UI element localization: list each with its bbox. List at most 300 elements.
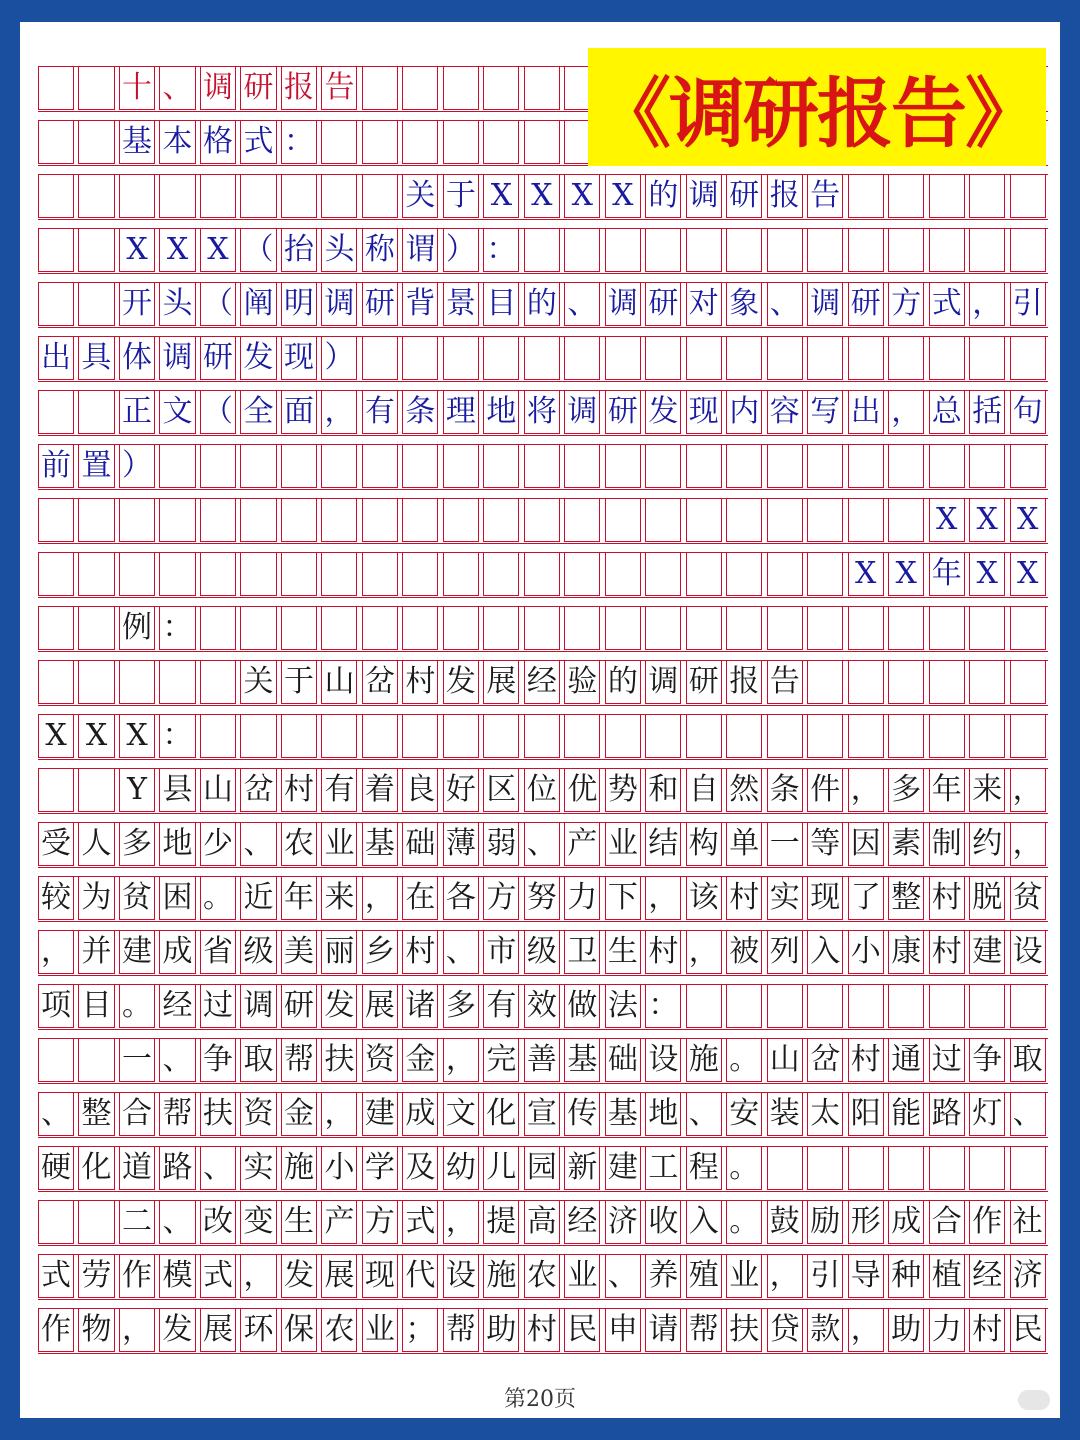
grid-row [38, 714, 1050, 768]
grid-cell: 做 [564, 984, 600, 1028]
grid-cell [281, 444, 317, 488]
grid-cell [1010, 660, 1046, 704]
grid-cell: ： [483, 228, 519, 272]
grid-row [38, 1092, 1050, 1146]
grid-cell [767, 444, 803, 488]
grid-cell: X [929, 498, 965, 542]
grid-cell: 展 [483, 660, 519, 704]
grid-cell: 经 [969, 1254, 1005, 1298]
grid-cell [848, 1146, 884, 1190]
grid-cell: X [119, 228, 155, 272]
grid-cell [362, 714, 398, 758]
grid-cell: 然 [726, 768, 762, 812]
grid-cell: 区 [483, 768, 519, 812]
grid-cell: 结 [645, 822, 681, 866]
grid-cell: X [200, 228, 236, 272]
grid-cell: 现 [807, 876, 843, 920]
grid-row [38, 336, 1050, 390]
grid-cell: 化 [78, 1146, 114, 1190]
grid-cell [564, 336, 600, 380]
grid-cell: ） [119, 444, 155, 488]
grid-cell: 路 [929, 1092, 965, 1136]
grid-cell [767, 606, 803, 650]
grid-cell: 省 [200, 930, 236, 974]
grid-cell: ， [240, 1254, 276, 1298]
grid-cell: 善 [524, 1038, 560, 1082]
grid-cell: 扶 [321, 1038, 357, 1082]
grid-cell: ， [443, 1200, 479, 1244]
grid-cell: 作 [38, 1308, 74, 1352]
grid-cell: 金 [402, 1038, 438, 1082]
grid-cell: 园 [524, 1146, 560, 1190]
grid-cell: 帮 [686, 1308, 722, 1352]
grid-cell: 经 [159, 984, 195, 1028]
grid-cell: ， [969, 282, 1005, 326]
grid-cell [929, 714, 965, 758]
grid-cell [200, 174, 236, 218]
grid-cell: 阳 [848, 1092, 884, 1136]
grid-cell [483, 714, 519, 758]
grid-cell: 本 [159, 120, 195, 164]
grid-cell [686, 606, 722, 650]
grid-cell: 县 [159, 768, 195, 812]
grid-cell [402, 336, 438, 380]
grid-cell: 、 [1010, 1092, 1046, 1136]
grid-cell [78, 390, 114, 434]
grid-cell [807, 552, 843, 596]
grid-cell: 具 [78, 336, 114, 380]
grid-cell: 取 [240, 1038, 276, 1082]
grid-cell: 十 [119, 66, 155, 110]
grid-cell: ， [362, 876, 398, 920]
grid-cell [240, 498, 276, 542]
grid-cell: ， [645, 876, 681, 920]
grid-cell [321, 498, 357, 542]
grid-cell: 研 [605, 390, 641, 434]
grid-cell: 势 [605, 768, 641, 812]
grid-cell: 被 [726, 930, 762, 974]
grid-cell [726, 498, 762, 542]
grid-cell [119, 174, 155, 218]
grid-cell: 年 [929, 552, 965, 596]
grid-cell: ， [848, 1308, 884, 1352]
grid-cell [848, 228, 884, 272]
grid-cell: 丽 [321, 930, 357, 974]
grid-cell: ） [321, 336, 357, 380]
grid-cell: 通 [888, 1038, 924, 1082]
grid-cell: 素 [888, 822, 924, 866]
grid-cell: 受 [38, 822, 74, 866]
grid-cell: 地 [483, 390, 519, 434]
grid-cell: （ [200, 282, 236, 326]
grid-row [38, 606, 1050, 660]
grid-cell: 展 [321, 1254, 357, 1298]
grid-cell: 济 [1010, 1254, 1046, 1298]
grid-cell [402, 714, 438, 758]
grid-cell [443, 120, 479, 164]
grid-cell: 单 [726, 822, 762, 866]
grid-cell [483, 498, 519, 542]
grid-cell [119, 552, 155, 596]
grid-cell: 研 [240, 66, 276, 110]
grid-cell [321, 714, 357, 758]
grid-cell [888, 174, 924, 218]
grid-cell [159, 174, 195, 218]
grid-cell: 作 [119, 1254, 155, 1298]
grid-cell [443, 498, 479, 542]
grid-cell: 建 [969, 930, 1005, 974]
grid-cell: 业 [605, 822, 641, 866]
grid-cell [78, 606, 114, 650]
grid-cell [200, 606, 236, 650]
grid-cell: 、 [159, 66, 195, 110]
grid-cell [645, 444, 681, 488]
grid-cell: 争 [200, 1038, 236, 1082]
grid-cell: 地 [645, 1092, 681, 1136]
grid-cell: 劳 [78, 1254, 114, 1298]
grid-cell [443, 444, 479, 488]
grid-cell: 合 [929, 1200, 965, 1244]
grid-cell [605, 714, 641, 758]
grid-cell [524, 66, 560, 110]
grid-cell [524, 606, 560, 650]
manuscript-grid [38, 66, 1050, 1362]
grid-cell [402, 498, 438, 542]
grid-cell: 、 [443, 930, 479, 974]
grid-cell [240, 174, 276, 218]
grid-cell: 人 [78, 822, 114, 866]
grid-cell [321, 120, 357, 164]
grid-cell [848, 660, 884, 704]
grid-cell: 整 [888, 876, 924, 920]
grid-cell: 告 [807, 174, 843, 218]
grid-cell: 建 [362, 1092, 398, 1136]
grid-cell: 调 [605, 282, 641, 326]
grid-cell [807, 714, 843, 758]
grid-cell: 发 [645, 390, 681, 434]
grid-cell: 出 [848, 390, 884, 434]
grid-cell: 导 [848, 1254, 884, 1298]
grid-cell [483, 444, 519, 488]
grid-cell [1010, 228, 1046, 272]
grid-cell: ） [443, 228, 479, 272]
grid-cell: 础 [402, 822, 438, 866]
grid-cell: 法 [605, 984, 641, 1028]
grid-cell: 调 [159, 336, 195, 380]
grid-cell: 正 [119, 390, 155, 434]
grid-cell: 了 [848, 876, 884, 920]
grid-cell: Y [119, 768, 155, 812]
grid-cell [929, 606, 965, 650]
grid-cell: 抬 [281, 228, 317, 272]
grid-cell [686, 552, 722, 596]
grid-cell [524, 714, 560, 758]
grid-cell [38, 498, 74, 542]
grid-cell [564, 606, 600, 650]
grid-cell: 扶 [726, 1308, 762, 1352]
grid-cell: 基 [119, 120, 155, 164]
grid-cell: 过 [200, 984, 236, 1028]
grid-cell: 岔 [807, 1038, 843, 1082]
grid-row [38, 1038, 1050, 1092]
grid-cell [848, 606, 884, 650]
grid-cell: 容 [767, 390, 803, 434]
grid-cell: 金 [281, 1092, 317, 1136]
grid-cell [969, 984, 1005, 1028]
grid-cell [362, 552, 398, 596]
grid-cell: 助 [888, 1308, 924, 1352]
grid-cell: 高 [524, 1200, 560, 1244]
grid-cell: 山 [200, 768, 236, 812]
grid-cell [848, 498, 884, 542]
watermark-logo [1018, 1390, 1050, 1410]
grid-cell: 调 [200, 66, 236, 110]
page-number: 第20页 [504, 1387, 576, 1412]
grid-cell: 研 [362, 282, 398, 326]
grid-cell: 约 [969, 822, 1005, 866]
grid-cell [159, 660, 195, 704]
grid-cell [78, 174, 114, 218]
grid-cell [362, 498, 398, 542]
grid-cell [807, 660, 843, 704]
grid-cell: 多 [443, 984, 479, 1028]
grid-cell [443, 714, 479, 758]
grid-cell [726, 228, 762, 272]
grid-cell: 项 [38, 984, 74, 1028]
grid-cell: 式 [38, 1254, 74, 1298]
grid-cell: 句 [1010, 390, 1046, 434]
grid-cell: X [38, 714, 74, 758]
grid-cell: 基 [605, 1092, 641, 1136]
grid-cell: 款 [807, 1308, 843, 1352]
grid-cell: ， [38, 930, 74, 974]
grid-cell [888, 660, 924, 704]
grid-cell: 引 [807, 1254, 843, 1298]
grid-cell: 入 [686, 1200, 722, 1244]
grid-cell: 制 [929, 822, 965, 866]
grid-cell: 的 [645, 174, 681, 218]
grid-cell [78, 660, 114, 704]
grid-cell: 诸 [402, 984, 438, 1028]
grid-cell: 对 [686, 282, 722, 326]
grid-cell: 道 [119, 1146, 155, 1190]
grid-cell: 、 [200, 1146, 236, 1190]
grid-cell [524, 120, 560, 164]
grid-row [38, 660, 1050, 714]
grid-cell: 程 [686, 1146, 722, 1190]
grid-cell: 出 [38, 336, 74, 380]
grid-cell: 总 [929, 390, 965, 434]
grid-cell: 农 [281, 822, 317, 866]
title-banner [588, 48, 1046, 166]
grid-cell: 现 [362, 1254, 398, 1298]
grid-row [38, 768, 1050, 822]
grid-cell [767, 498, 803, 542]
grid-cell: 发 [240, 336, 276, 380]
grid-cell [38, 1038, 74, 1082]
grid-cell: 好 [443, 768, 479, 812]
grid-cell [1010, 606, 1046, 650]
grid-cell [726, 444, 762, 488]
grid-cell [1010, 984, 1046, 1028]
grid-cell: 将 [524, 390, 560, 434]
grid-cell: 象 [726, 282, 762, 326]
grid-cell [848, 336, 884, 380]
grid-cell [969, 660, 1005, 704]
grid-cell: 和 [645, 768, 681, 812]
grid-cell: 社 [1010, 1200, 1046, 1244]
grid-cell [969, 336, 1005, 380]
grid-cell: 村 [402, 660, 438, 704]
grid-cell: 设 [645, 1038, 681, 1082]
grid-cell [888, 228, 924, 272]
grid-cell: 文 [443, 1092, 479, 1136]
grid-cell: 内 [726, 390, 762, 434]
grid-cell: 乡 [362, 930, 398, 974]
grid-cell [78, 66, 114, 110]
grid-cell: 验 [564, 660, 600, 704]
grid-cell: 贫 [119, 876, 155, 920]
grid-cell [807, 984, 843, 1028]
grid-cell: 展 [362, 984, 398, 1028]
grid-cell: 发 [159, 1308, 195, 1352]
grid-cell [240, 606, 276, 650]
grid-cell: 调 [321, 282, 357, 326]
grid-cell [200, 714, 236, 758]
grid-cell: 资 [362, 1038, 398, 1082]
grid-cell [38, 66, 74, 110]
grid-cell: X [1010, 552, 1046, 596]
grid-cell [686, 498, 722, 542]
grid-cell: 谓 [402, 228, 438, 272]
grid-cell: 幼 [443, 1146, 479, 1190]
grid-cell [645, 714, 681, 758]
grid-cell [78, 552, 114, 596]
grid-cell [726, 984, 762, 1028]
grid-cell: 文 [159, 390, 195, 434]
grid-cell: X [888, 552, 924, 596]
grid-cell [362, 120, 398, 164]
grid-cell [929, 1146, 965, 1190]
grid-cell: 引 [1010, 282, 1046, 326]
grid-cell: 头 [159, 282, 195, 326]
grid-cell: 、 [524, 822, 560, 866]
grid-cell: 背 [402, 282, 438, 326]
grid-cell: 村 [726, 876, 762, 920]
grid-cell [686, 228, 722, 272]
grid-cell [888, 606, 924, 650]
grid-cell [38, 768, 74, 812]
grid-cell: 并 [78, 930, 114, 974]
grid-cell: X [1010, 498, 1046, 542]
grid-cell: 研 [645, 282, 681, 326]
grid-cell: 贫 [1010, 876, 1046, 920]
grid-cell: 构 [686, 822, 722, 866]
grid-cell: 物 [78, 1308, 114, 1352]
grid-cell: 体 [119, 336, 155, 380]
grid-cell: 有 [483, 984, 519, 1028]
grid-cell: 形 [848, 1200, 884, 1244]
grid-cell [78, 768, 114, 812]
grid-cell: 置 [78, 444, 114, 488]
grid-cell: 等 [807, 822, 843, 866]
grid-cell: 年 [929, 768, 965, 812]
grid-row [38, 1146, 1050, 1200]
grid-cell [159, 498, 195, 542]
grid-cell: 、 [38, 1092, 74, 1136]
grid-row [38, 1200, 1050, 1254]
grid-cell: 生 [281, 1200, 317, 1244]
grid-cell [321, 552, 357, 596]
grid-cell: 取 [1010, 1038, 1046, 1082]
grid-cell [564, 714, 600, 758]
grid-cell: 新 [564, 1146, 600, 1190]
grid-cell: 、 [159, 1200, 195, 1244]
grid-cell [443, 606, 479, 650]
grid-cell [159, 552, 195, 596]
grid-cell: 儿 [483, 1146, 519, 1190]
grid-cell: 格 [200, 120, 236, 164]
grid-cell [686, 444, 722, 488]
grid-cell [1010, 714, 1046, 758]
grid-cell: 调 [645, 660, 681, 704]
grid-cell: 方 [362, 1200, 398, 1244]
grid-cell [686, 336, 722, 380]
grid-cell: X [78, 714, 114, 758]
grid-cell [200, 552, 236, 596]
grid-cell [807, 336, 843, 380]
grid-row [38, 390, 1050, 444]
grid-cell: 多 [119, 822, 155, 866]
grid-row [38, 1254, 1050, 1308]
grid-cell [402, 444, 438, 488]
grid-cell [605, 336, 641, 380]
grid-cell: 一 [767, 822, 803, 866]
grid-cell [38, 282, 74, 326]
grid-row [38, 984, 1050, 1038]
grid-cell: ， [443, 1038, 479, 1082]
grid-cell [362, 606, 398, 650]
grid-cell: 各 [443, 876, 479, 920]
grid-cell: 研 [848, 282, 884, 326]
grid-cell: 经 [564, 1200, 600, 1244]
grid-cell: 着 [362, 768, 398, 812]
grid-cell: 调 [240, 984, 276, 1028]
grid-cell: 在 [402, 876, 438, 920]
grid-cell [726, 606, 762, 650]
grid-cell: ， [848, 768, 884, 812]
grid-cell [402, 606, 438, 650]
grid-cell: 、 [159, 1038, 195, 1082]
grid-cell: 村 [281, 768, 317, 812]
grid-cell [402, 552, 438, 596]
grid-cell: 变 [240, 1200, 276, 1244]
grid-cell: 括 [969, 390, 1005, 434]
grid-cell: 农 [321, 1308, 357, 1352]
grid-cell [78, 1200, 114, 1244]
grid-cell: 前 [38, 444, 74, 488]
grid-cell [78, 282, 114, 326]
grid-cell: 面 [281, 390, 317, 434]
grid-cell [767, 1146, 803, 1190]
grid-cell: 力 [564, 876, 600, 920]
grid-cell [240, 552, 276, 596]
grid-cell [807, 1146, 843, 1190]
grid-cell [929, 228, 965, 272]
grid-cell [402, 66, 438, 110]
grid-cell: 、 [686, 1092, 722, 1136]
grid-cell [483, 552, 519, 596]
